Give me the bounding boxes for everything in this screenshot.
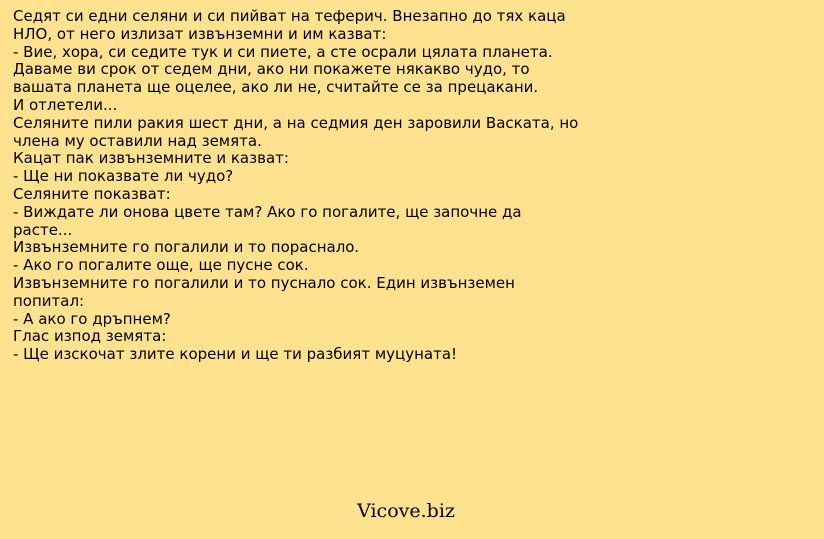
joke-line: - Вие, хора, си седите тук и си пиете, а сте осрали цялата планета. Даваме ви срок от седем дни, ако ни покажете някакво чудо, то вашата планета ще оцелее, ако ли не, считайте се за прецакани. xyxy=(13,42,553,97)
joke-line: Селяните пили ракия шест дни, а на седмия ден заровили Васката, но члена му оставили над земята. xyxy=(13,113,579,150)
joke-line: Глас изпод земята: xyxy=(13,327,167,346)
joke-line: Извънземните го погалили и то порасналo. xyxy=(13,238,359,257)
site-watermark: Vicove.biz xyxy=(357,500,455,522)
joke-line: Селяните показват: xyxy=(13,184,171,203)
joke-line: Извънземните го погалили и то пуснало сок. Един извънземен попитал: xyxy=(13,273,515,310)
joke-line: Кацат пак извънземните и казват: xyxy=(13,149,289,168)
joke-line: - Ще изскочат злите корени и ще ти разбият муцуната! xyxy=(13,345,458,364)
joke-text xyxy=(13,8,583,364)
joke-line: - Ако го погалите още, ще пусне сок. xyxy=(13,256,309,275)
joke-line: - А ако го дръпнем? xyxy=(13,309,171,328)
joke-line: И отлетели... xyxy=(13,95,118,114)
joke-line: - Виждате ли онова цвете там? Ако го погалите, ще започне да расте... xyxy=(13,202,522,239)
joke-line: Седят си едни селяни и си пийват на теферич. Внезапно до тях кацa НЛО, от него излизат извънземни и им казват: xyxy=(13,7,566,43)
joke-line: - Ще ни показвате ли чудо? xyxy=(13,167,234,186)
